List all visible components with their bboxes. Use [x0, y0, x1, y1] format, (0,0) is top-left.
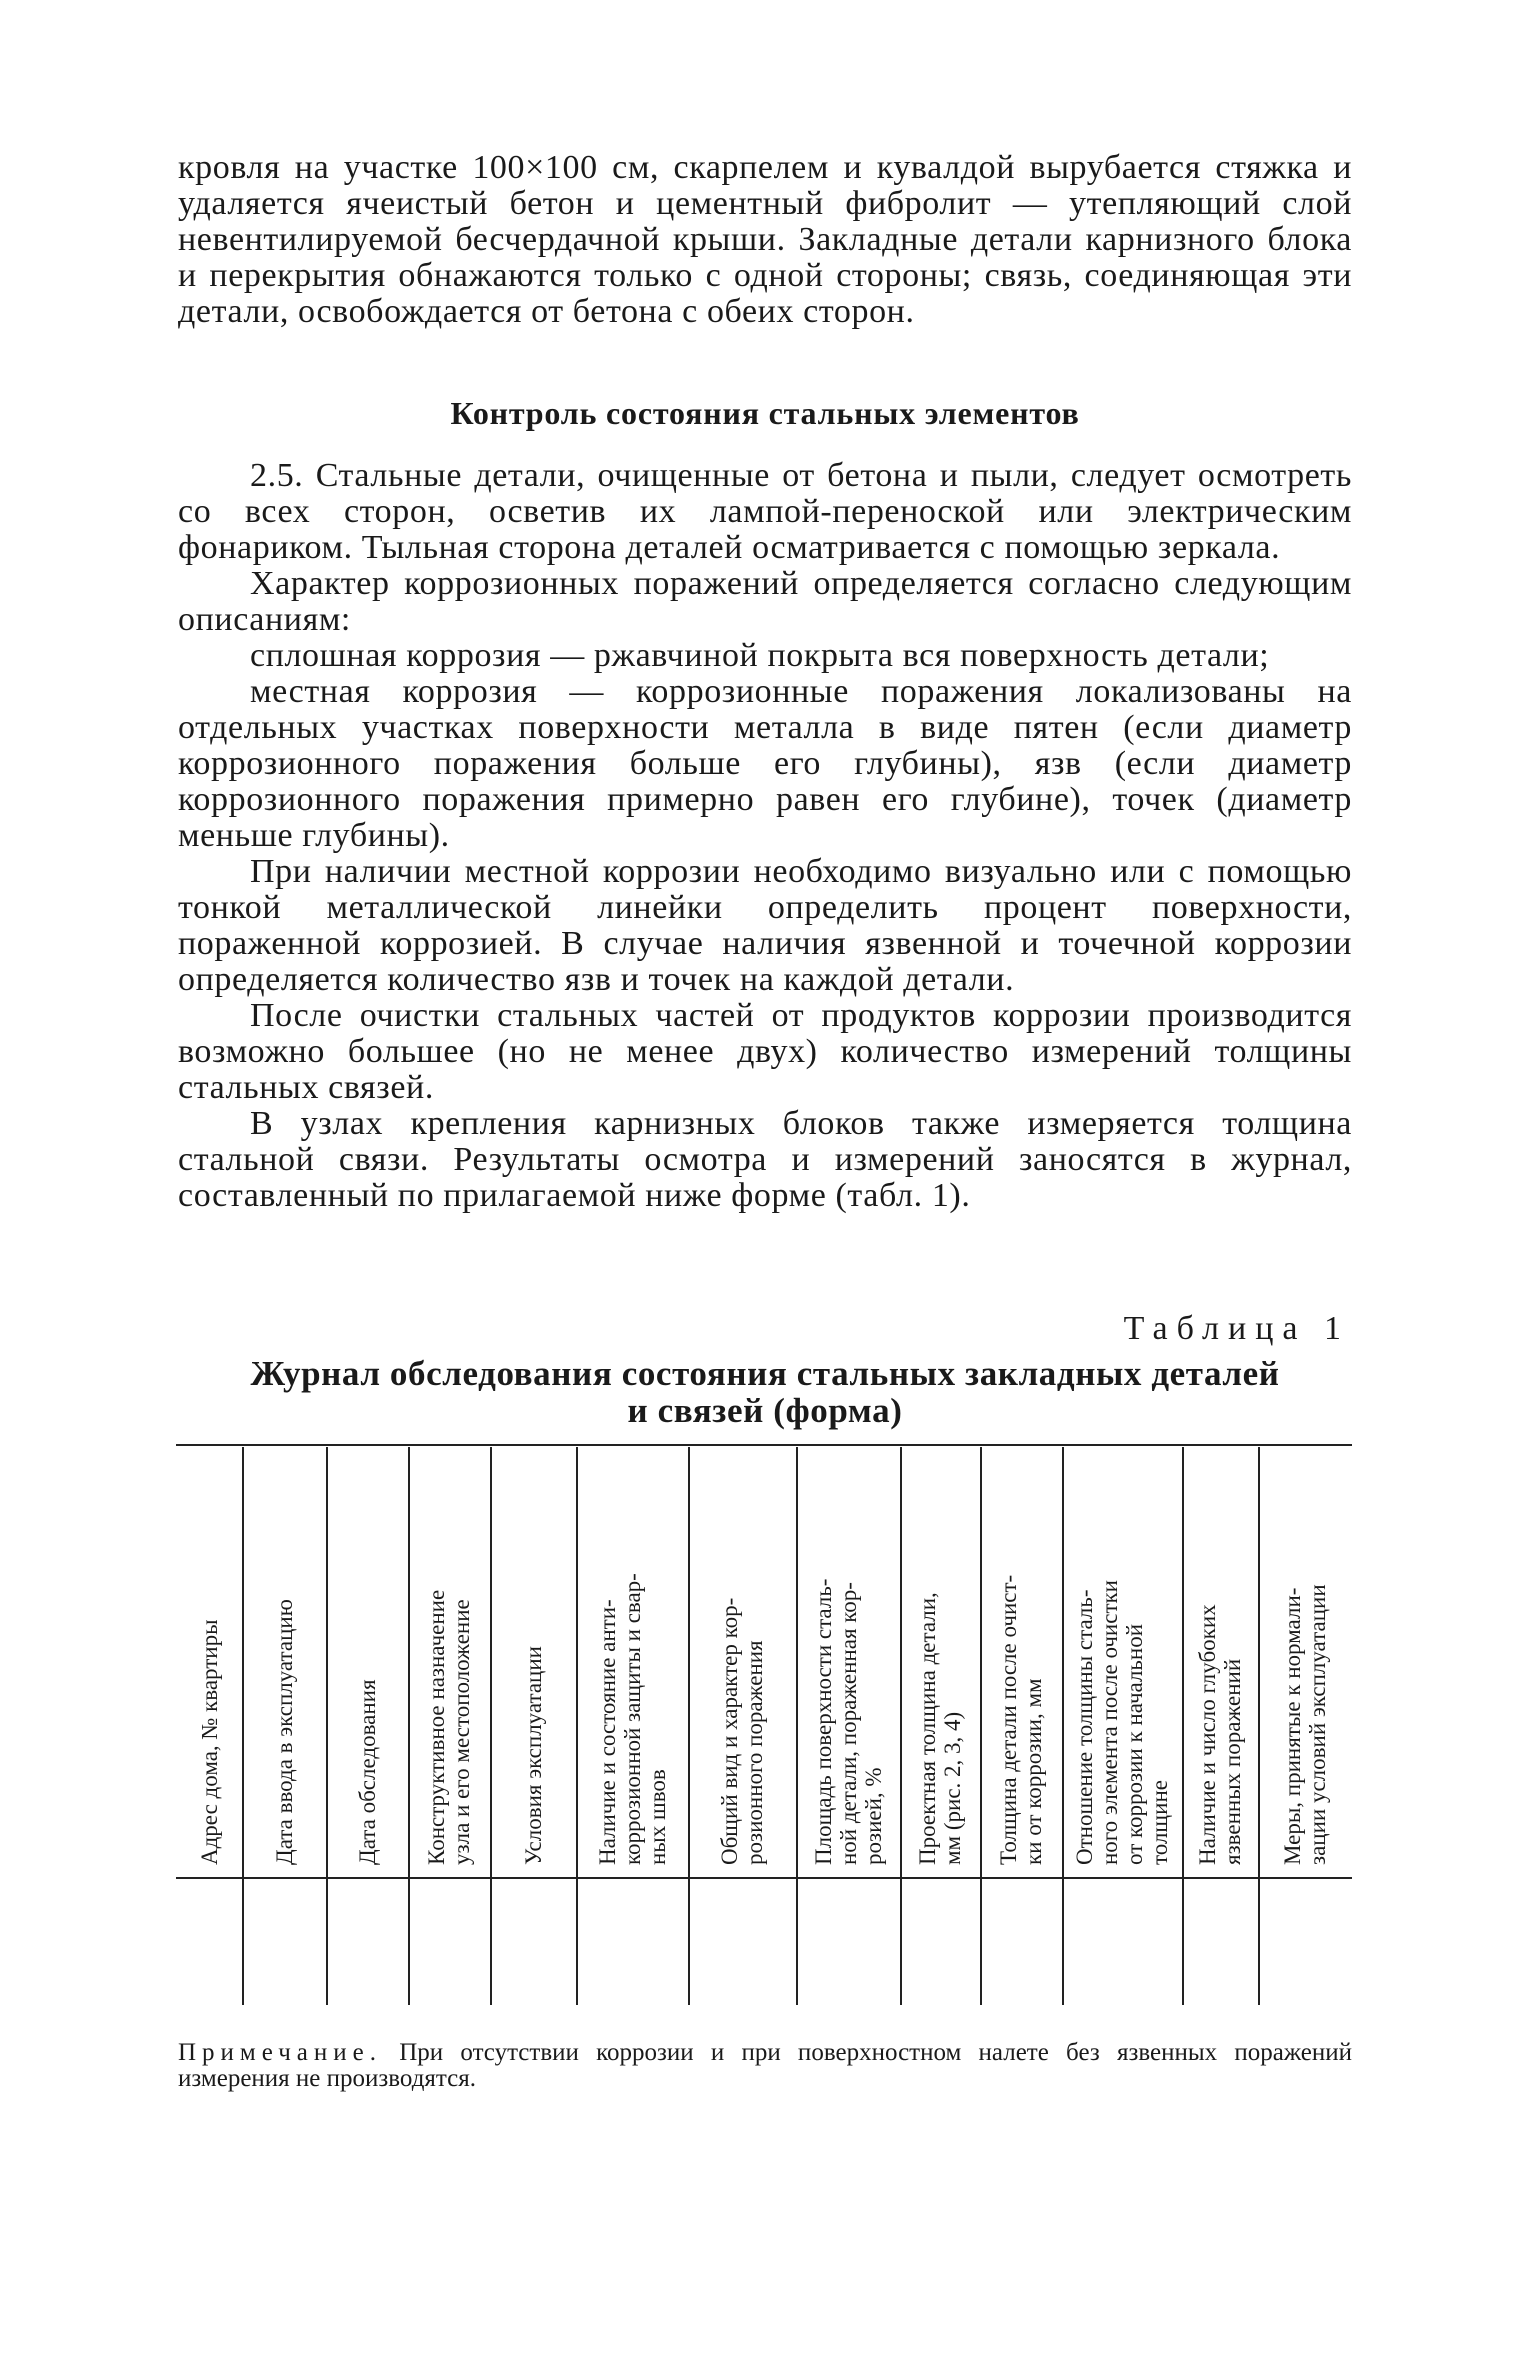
paragraph: местная коррозия — коррозионные поражения локализованы на отдельных участках поверхности металла в виде пятен (если диаметр коррозионного поражения больше его глубины), язв (если диаметр коррозионного поражения примерно равен его глубине), точек (диаметр меньше глубины).: [178, 673, 1352, 854]
intro-paragraph: [178, 150, 1352, 330]
table-header-line: коррозионной защиты и свар-: [619, 1573, 645, 1865]
paragraph: При наличии местной коррозии необходимо визуально или с помощью тонкой металлической линейки определить процент поверхности, пораженной коррозией. В случае наличия язвенной и точечной коррозии определяется количество язв и точек на каждой детали.: [178, 853, 1352, 998]
table-header-text: [1280, 1584, 1330, 1865]
table-header-text: [1072, 1580, 1172, 1865]
table-header-text: [1195, 1604, 1245, 1865]
paragraph: Характер коррозионных поражений определяется согласно следующим описаниям:: [178, 565, 1352, 638]
table-header-line: мм (рис. 2, 3, 4): [940, 1711, 965, 1865]
table-header-line: Дата обследования: [354, 1679, 380, 1865]
table-header-text: [915, 1592, 965, 1865]
table-header-line: Проектная толщина детали,: [915, 1592, 940, 1865]
table-header-line: язвенных поражений: [1220, 1658, 1245, 1865]
table-header-text: [996, 1575, 1046, 1865]
table-header-text: [521, 1646, 546, 1865]
table-header-text: [811, 1579, 886, 1865]
table-header-cell: [980, 1447, 1062, 1875]
table-column-rule: [796, 1447, 798, 2005]
table-column-rule: [326, 1447, 328, 2005]
table-header-line: Площадь поверхности сталь-: [810, 1578, 836, 1865]
table-header-line: зации условий эксплуатации: [1305, 1584, 1330, 1865]
table-header-text: [272, 1599, 297, 1865]
table-header-line: розией, %: [860, 1767, 886, 1865]
table-header-cell: [176, 1447, 242, 1875]
table-header-text: [355, 1679, 380, 1865]
table-header-line: Наличие и число глубоких: [1195, 1604, 1220, 1865]
table-header-line: розионного поражения: [742, 1640, 767, 1865]
table-title-line: и связей (форма): [627, 1391, 903, 1430]
note-label: Примечание.: [178, 2039, 383, 2066]
table-header-cell: [900, 1447, 980, 1875]
table-header-cell: [1258, 1447, 1352, 1875]
table-header-cell: [796, 1447, 900, 1875]
table-column-rule: [576, 1447, 578, 2005]
table-header-line: Адрес дома, № квартиры: [196, 1619, 222, 1865]
table-header-cell: [576, 1447, 688, 1875]
table-header-line: Условия эксплуатации: [520, 1646, 546, 1865]
table-header-line: от коррозии к начальной: [1122, 1623, 1147, 1865]
paragraph-intro: кровля на участке 100×100 см, скарпелем и кувалдой вырубается стяжка и удаляется ячеистый бетон и цементный фибролит — утепляющий слой невентилируемой бесчердачной крыши. Закладные детали карнизного блока и перекрытия обнажаются только с одной стороны; связь, соединяющая эти детали, освобождается от бетона с обеих сторон.: [178, 149, 1352, 330]
table-header-cell: [408, 1447, 490, 1875]
table-header-line: Дата ввода в эксплуатацию: [271, 1599, 297, 1865]
table-header-cell: [242, 1447, 326, 1875]
table-header-line: ных швов: [644, 1769, 670, 1865]
paragraph: В узлах крепления карнизных блоков также измеряется толщина стальной связи. Результаты осмотра и измерений заносятся в журнал, составленный по прилагаемой ниже форме (табл. 1).: [178, 1105, 1352, 1214]
table-column-rule: [1182, 1447, 1184, 2005]
table-column-rule: [1258, 1447, 1260, 2005]
table-header-line: Толщина детали после очист-: [996, 1574, 1021, 1865]
table-column-rule: [242, 1447, 244, 2005]
table-column-rule: [980, 1447, 982, 2005]
table-title-line: Журнал обследования состояния стальных закладных деталей: [250, 1354, 1280, 1393]
table-title: [178, 1355, 1352, 1429]
table-column-rule: [900, 1447, 902, 2005]
table-header-text: [424, 1590, 474, 1865]
table-header-cell: [326, 1447, 408, 1875]
table-header-cell: [490, 1447, 576, 1875]
table-header-cell: [1062, 1447, 1182, 1875]
table-header-cell: [688, 1447, 796, 1875]
body-paragraphs: [178, 458, 1352, 1214]
table-top-rule: [176, 1444, 1352, 1446]
table-header-text: [197, 1619, 222, 1865]
table-header-rule: [176, 1877, 1352, 1879]
table-header-line: Общий вид и характер кор-: [717, 1597, 742, 1865]
table-note: [178, 2040, 1352, 2092]
note-text: При отсутствии коррозии и при поверхностном налете без язвенных поражений измерения не производятся.: [178, 2039, 1353, 2092]
table-header-line: Наличие и состояние анти-: [594, 1599, 620, 1865]
table-header-line: Конструктивное назначение: [424, 1589, 449, 1865]
table-header-cell: [1182, 1447, 1258, 1875]
table-header-line: толщине: [1147, 1780, 1172, 1865]
paragraph: После очистки стальных частей от продуктов коррозии производится возможно большее (но не менее двух) количество измерений толщины стальных связей.: [178, 997, 1352, 1106]
table-column-rule: [688, 1447, 690, 2005]
table-header-line: ки от коррозии, мм: [1021, 1678, 1046, 1865]
table-column-rule: [408, 1447, 410, 2005]
table-header-line: узла и его местоположение: [449, 1599, 474, 1865]
table-header-line: ной детали, пораженная кор-: [835, 1582, 861, 1865]
section-heading: Контроль состояния стальных элементов: [450, 395, 1080, 431]
table-header-line: ного элемента после очистки: [1097, 1580, 1122, 1865]
table-column-rule: [490, 1447, 492, 2005]
table-header-text: [595, 1573, 670, 1865]
table-header-line: Меры, принятые к нормали-: [1280, 1587, 1305, 1865]
table-header-line: Отношение толщины сталь-: [1072, 1589, 1097, 1865]
table-header-text: [717, 1598, 767, 1865]
table-label: Таблица 1: [1123, 1310, 1350, 1347]
paragraph: сплошная коррозия — ржавчиной покрыта вся поверхность детали;: [250, 637, 1270, 674]
table-column-rule: [1062, 1447, 1064, 2005]
paragraph: 2.5. Стальные детали, очищенные от бетона и пыли, следует осмотреть со всех сторон, осветив их лампой-переноской или электрическим фонариком. Тыльная сторона деталей осматривается с помощью зеркала.: [178, 457, 1352, 566]
